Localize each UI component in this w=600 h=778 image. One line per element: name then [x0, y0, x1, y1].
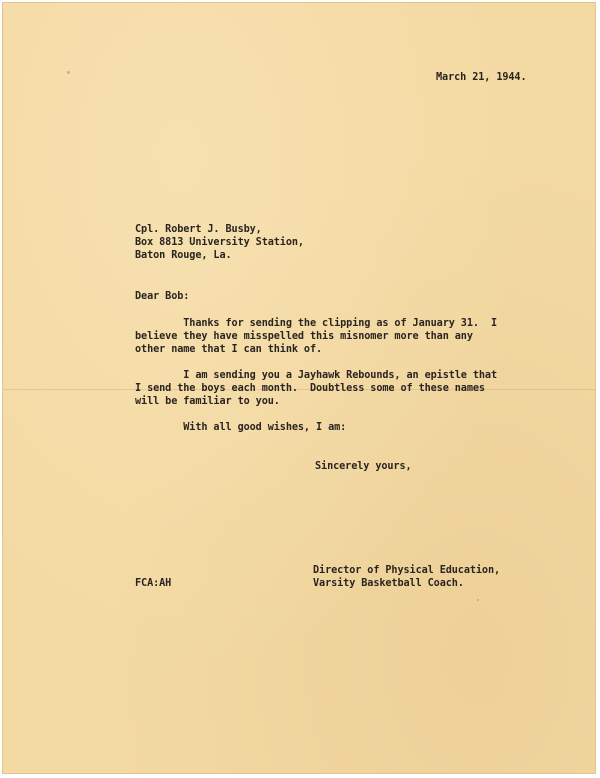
- recipient-city: Baton Rouge, La.: [135, 250, 232, 261]
- paragraph-2-line-2: I send the boys each month. Doubtless some of these names: [135, 383, 485, 394]
- signature-title-line-1: Director of Physical Education,: [313, 565, 501, 576]
- salutation: Dear Bob:: [135, 291, 190, 302]
- paragraph-2-line-3: will be familiar to you.: [135, 396, 280, 407]
- typist-initials: FCA:AH: [135, 578, 172, 589]
- recipient-address: Box 8813 University Station,: [135, 237, 304, 248]
- paragraph-1-line-1: Thanks for sending the clipping as of January 31. I: [135, 318, 498, 329]
- paragraph-1-line-2: believe they have misspelled this misnomer more than any: [135, 331, 473, 342]
- paragraph-1-line-3: other name that I can think of.: [135, 344, 323, 355]
- paper-speck: [67, 71, 70, 74]
- signature-title-line-2: Varsity Basketball Coach.: [313, 578, 464, 589]
- paragraph-3: With all good wishes, I am:: [135, 422, 347, 433]
- paragraph-2-line-1: I am sending you a Jayhawk Rebounds, an epistle that: [135, 370, 498, 381]
- letter-date: March 21, 1944.: [436, 72, 527, 83]
- letter-page: [2, 2, 596, 774]
- paper-speck: [477, 599, 479, 601]
- recipient-name: Cpl. Robert J. Busby,: [135, 224, 262, 235]
- closing: Sincerely yours,: [315, 461, 412, 472]
